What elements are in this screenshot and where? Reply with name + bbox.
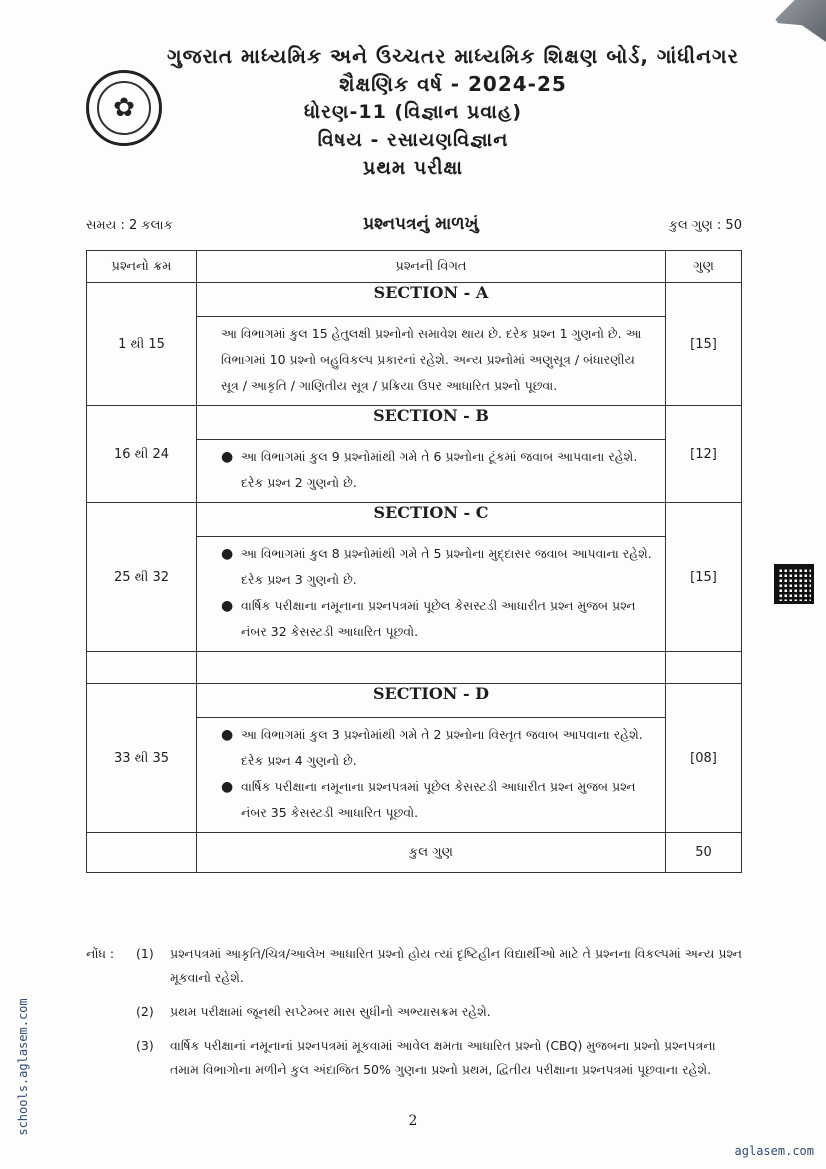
table-row-total: [87, 833, 742, 873]
section-a-title: SECTION - A: [197, 283, 665, 317]
exam-time: સમય : 2 કલાક: [86, 218, 173, 233]
note-text: પ્રશ્નપત્રમાં આકૃતિ/ચિત્ર/આલેખ આધારિત પ્રશ્નો હોય ત્યાં દૃષ્ટિહીન વિદ્યાર્થીઓ માટે તે પ્રશ્નના વિકલ્પમાં અન્ય પ્રશ્ન મૂકવાનો રહેશે.: [170, 946, 742, 985]
bullet-icon: ●: [221, 449, 234, 465]
header-question-detail: પ્રશ્નની વિગત: [197, 251, 666, 283]
section-b-body: [197, 440, 665, 502]
list-item: [221, 541, 655, 593]
section-c-bullet-2: વાર્ષિક પરીક્ષાના નમૂનાના પ્રશ્નપત્રમાં પૂછેલ કેસસ્ટડી આધારીત પ્રશ્ન મુજબ પ્રશ્ન નંબર 32 કેસસ્ટડી આધારિત પૂછવો.: [241, 598, 636, 639]
page-number: 2: [408, 1113, 418, 1129]
paper-structure-title: પ્રશ્નપત્રનું માળખું: [363, 214, 479, 234]
section-a-text: આ વિભાગમાં કુલ 15 હેતુલક્ષી પ્રશ્નોનો સમાવેશ થાય છે. દરેક પ્રશ્ન 1 ગુણનો છે. આ વિભાગમાં 10 પ્રશ્નો બહુવિકલ્પ પ્રકારનાં રહેશે. અન્ય પ્રશ્નોમાં અણુસૂત્ર / બંધારણીય સૂત્ર / આકૃતિ / ગાણિતીય સૂત્ર / પ્રક્રિયા ઉપર આધારિત પ્રશ્નો પૂછવા.: [221, 326, 642, 393]
section-c-bullet-1: આ વિભાગમાં કુલ 8 પ્રશ્નોમાંથી ગમે તે 5 પ્રશ્નોના મુદ્દાસર જવાબ આપવાના રહેશે. દરેક પ્રશ્ન 3 ગુણનો છે.: [241, 546, 652, 587]
section-d-marks: [08]: [666, 684, 742, 833]
board-name: ગુજરાત માધ્યમિક અને ઉચ્ચતર માધ્યમિક શિક્ષણ બોર્ડ, ગાંધીનગર: [167, 44, 739, 68]
table-row-section-a: [87, 283, 742, 406]
section-b-bullet-1: આ વિભાગમાં કુલ 9 પ્રશ્નોમાંથી ગમે તે 6 પ્રશ્નોના ટૂંકમાં જવાબ આપવાના રહેશે. દરેક પ્રશ્ન 2 ગુણનો છે.: [241, 449, 638, 490]
qr-code-icon[interactable]: [774, 564, 814, 604]
list-item: [221, 593, 655, 645]
note-number: (2): [136, 1004, 154, 1019]
table-row-section-d: [87, 684, 742, 833]
section-d-cell: [197, 684, 666, 833]
subject: વિષય - રસાયણવિજ્ઞાન: [317, 129, 509, 151]
watermark-link-left[interactable]: schools.aglasem.com: [16, 998, 30, 1136]
list-item: [221, 774, 655, 826]
header-marks: ગુણ: [666, 251, 742, 283]
section-c-marks: [15]: [666, 503, 742, 652]
total-label: કુલ ગુણ: [197, 833, 666, 873]
bullet-icon: ●: [221, 727, 234, 743]
total-marks: કુલ ગુણ : 50: [668, 218, 742, 233]
section-c-title: SECTION - C: [197, 503, 665, 537]
total-value: 50: [666, 833, 742, 873]
note-item-2: [86, 1000, 746, 1024]
meta-row: [86, 214, 742, 234]
exam-name: પ્રથમ પરીક્ષા: [363, 157, 463, 179]
note-item-1: [86, 942, 746, 990]
section-b-cell: [197, 406, 666, 503]
notes-lead: નોંધ :: [86, 946, 115, 961]
note-text: વાર્ષિક પરીક્ષાનાં નમૂનાનાં પ્રશ્નપત્રમાં મૂકવામાં આવેલ ક્ષમતા આધારિત પ્રશ્નો (CBQ) મુજબના પ્રશ્નો પ્રશ્નપત્રના તમામ વિભાગોના મળીને કુલ અંદાજિત 50% ગુણના પ્રશ્નો પ્રથમ, દ્વિતીય પરીક્ષાના પ્રશ્નપત્રમાં પૂછવાના રહેશે.: [170, 1038, 716, 1077]
section-c-range: 25 થી 32: [87, 503, 197, 652]
table-row-section-c: [87, 503, 742, 652]
section-b-title: SECTION - B: [197, 406, 665, 440]
section-d-title: SECTION - D: [197, 684, 665, 718]
section-d-range: 33 થી 35: [87, 684, 197, 833]
section-a-range: 1 થી 15: [87, 283, 197, 406]
table-row-section-b: [87, 406, 742, 503]
header-question-order: પ્રશ્નનો ક્રમ: [87, 251, 197, 283]
section-b-marks: [12]: [666, 406, 742, 503]
section-c-body: [197, 537, 665, 651]
list-item: [221, 722, 655, 774]
table-header-row: [87, 251, 742, 283]
list-item: [221, 444, 655, 496]
section-d-bullet-1: આ વિભાગમાં કુલ 3 પ્રશ્નોમાંથી ગમે તે 2 પ્રશ્નોના વિસ્તૃત જવાબ આપવાના રહેશે. દરેક પ્રશ્ન 4 ગુણનો છે.: [241, 727, 643, 768]
note-number: (1): [136, 946, 154, 961]
watermark-link-right[interactable]: aglasem.com: [734, 1144, 814, 1158]
bullet-icon: ●: [221, 779, 234, 795]
section-a-cell: [197, 283, 666, 406]
document-header: [0, 42, 826, 182]
section-a-marks: [15]: [666, 283, 742, 406]
note-number: (3): [136, 1038, 154, 1053]
section-c-cell: [197, 503, 666, 652]
note-item-3: [86, 1034, 746, 1082]
bullet-icon: ●: [221, 598, 234, 614]
academic-year: શૈક્ષણિક વર્ષ - 2024-25: [339, 72, 567, 96]
note-text: પ્રથમ પરીક્ષામાં જૂનથી સપ્ટેમ્બર માસ સુધીનો અભ્યાસક્રમ રહેશે.: [170, 1004, 491, 1019]
notes: [86, 942, 746, 1092]
standard: ધોરણ-11 (વિજ્ઞાન પ્રવાહ): [303, 101, 523, 123]
bullet-icon: ●: [221, 546, 234, 562]
section-d-body: [197, 718, 665, 832]
section-b-range: 16 થી 24: [87, 406, 197, 503]
structure-table: [86, 250, 742, 873]
board-seal-icon: ✿: [86, 70, 162, 146]
section-d-bullet-2: વાર્ષિક પરીક્ષાના નમૂનાના પ્રશ્નપત્રમાં પૂછેલ કેસસ્ટડી આધારીત પ્રશ્ન મુજબ પ્રશ્ન નંબર 35 કેસસ્ટડી આધારિત પૂછવો.: [241, 779, 636, 820]
corner-decoration: [746, 0, 826, 42]
table-row-blank: [87, 652, 742, 684]
